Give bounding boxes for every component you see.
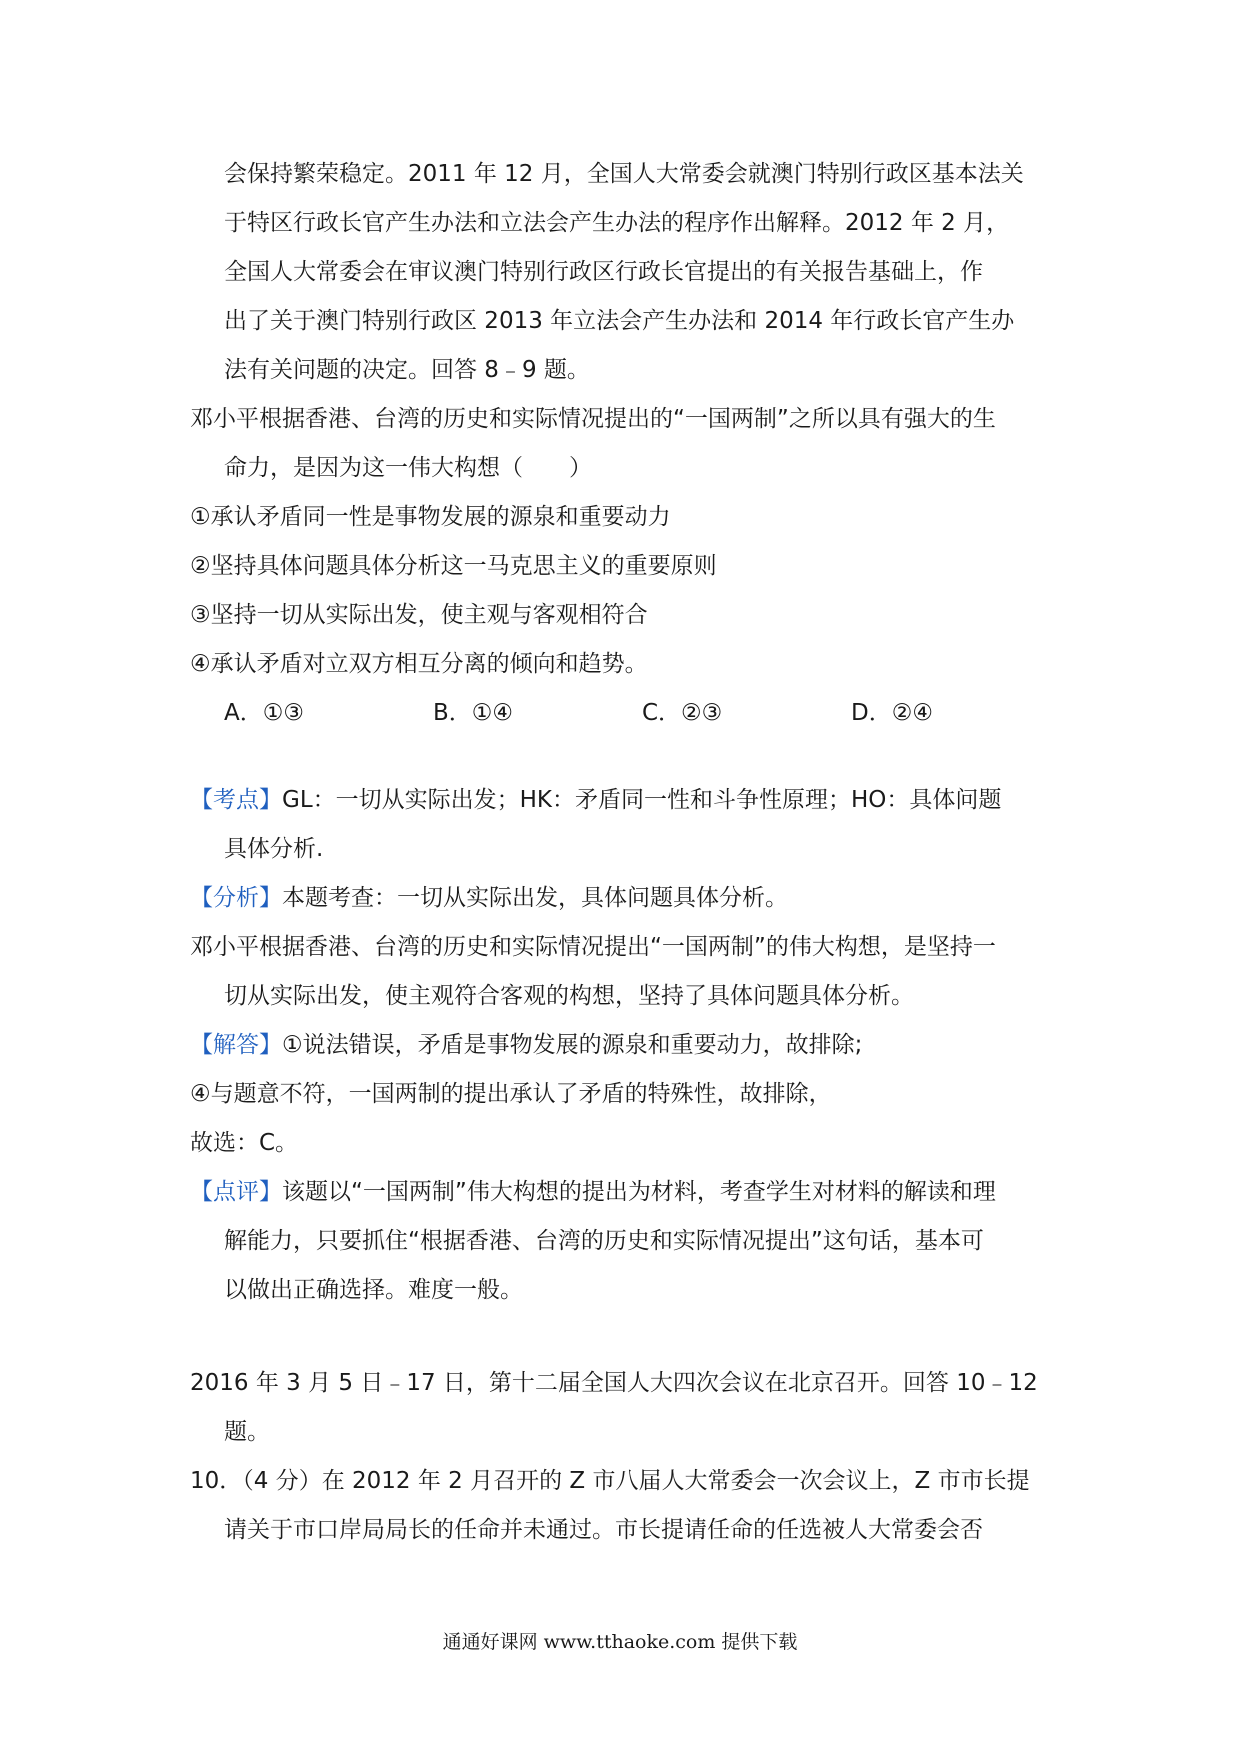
jieda-line <box>190 1021 1060 1070</box>
kaodian-line <box>190 776 1060 825</box>
jieda-tag: 【解答】 <box>190 1032 282 1058</box>
spacer <box>190 1315 1060 1359</box>
jieda-text: ①说法错误，矛盾是事物发展的源泉和重要动力，故排除; <box>282 1032 863 1058</box>
answer-block <box>190 776 1060 1315</box>
page-content <box>190 150 1060 1555</box>
section-intro: 2016 年 3 月 5 日﹣17 日，第十二届全国人大四次会议在北京召开。回答 10﹣12 <box>190 1370 1038 1396</box>
question-10: 10．（4 分）在 2012 年 2 月召开的 Z 市八届人大常委会一次会议上，Z 市市长提 <box>190 1468 1030 1494</box>
fenxi-text: 邓小平根据香港、台湾的历史和实际情况提出“一国两制”的伟大构想，是坚持一 <box>190 934 996 960</box>
dianping-tag: 【点评】 <box>190 1179 282 1205</box>
option-a: A．①③ <box>224 700 304 726</box>
spacer <box>190 738 1060 776</box>
question-item: ②坚持具体问题具体分析这一马克思主义的重要原则 <box>190 553 717 579</box>
material-line: 于特区行政长官产生办法和立法会产生办法的程序作出解释。2012 年 2 月， <box>224 210 1010 236</box>
next-section <box>190 1359 1060 1555</box>
question-stem: 邓小平根据香港、台湾的历史和实际情况提出的“一国两制”之所以具有强大的生 <box>190 406 996 432</box>
option-c: C．②③ <box>642 700 723 726</box>
question-stem: 命力，是因为这一伟大构想（ ） <box>224 455 592 481</box>
jieda-text: 故选：C。 <box>190 1130 299 1156</box>
material-line: 出了关于澳门特别行政区 2013 年立法会产生办法和 2014 年行政长官产生办 <box>224 308 1015 334</box>
question-block <box>190 395 1060 738</box>
question-10: 请关于市口岸局局长的任命并未通过。市长提请任命的任选被人大常委会否 <box>224 1517 983 1543</box>
dianping-text: 以做出正确选择。难度一般。 <box>224 1277 523 1303</box>
fenxi-text: 本题考查：一切从实际出发，具体问题具体分析。 <box>282 885 788 911</box>
dianping-text: 解能力，只要抓住“根据香港、台湾的历史和实际情况提出”这句话，基本可 <box>224 1228 984 1254</box>
jieda-text: ④与题意不符，一国两制的提出承认了矛盾的特殊性，故排除， <box>190 1081 832 1107</box>
kaodian-text: GL：一切从实际出发；HK：矛盾同一性和斗争性原理；HO：具体问题 <box>282 787 1002 813</box>
dianping-text: 该题以“一国两制”伟大构想的提出为材料，考查学生对材料的解读和理 <box>282 1179 996 1205</box>
material-line: 会保持繁荣稳定。2011 年 12 月，全国人大常委会就澳门特别行政区基本法关 <box>224 161 1024 187</box>
option-d: D．②④ <box>851 700 933 726</box>
section-intro: 题。 <box>224 1419 270 1445</box>
answer-options <box>190 689 1060 738</box>
fenxi-line <box>190 874 1060 923</box>
material-paragraph <box>190 150 1060 395</box>
fenxi-text: 切从实际出发，使主观符合客观的构想，坚持了具体问题具体分析。 <box>224 983 914 1009</box>
material-line: 法有关问题的决定。回答 8﹣9 题。 <box>224 357 590 383</box>
kaodian-tag: 【考点】 <box>190 787 282 813</box>
kaodian-text: 具体分析. <box>224 836 324 862</box>
option-b: B．①④ <box>433 700 514 726</box>
dianping-line <box>190 1168 1060 1217</box>
question-item: ③坚持一切从实际出发，使主观与客观相符合 <box>190 602 648 628</box>
material-line: 全国人大常委会在审议澳门特别行政区行政长官提出的有关报告基础上，作 <box>224 259 983 285</box>
question-item: ①承认矛盾同一性是事物发展的源泉和重要动力 <box>190 504 671 530</box>
question-item: ④承认矛盾对立双方相互分离的倾向和趋势。 <box>190 651 648 677</box>
page-footer: 通通好课网 www.tthaoke.com 提供下载 <box>442 1631 798 1653</box>
fenxi-tag: 【分析】 <box>190 885 282 911</box>
